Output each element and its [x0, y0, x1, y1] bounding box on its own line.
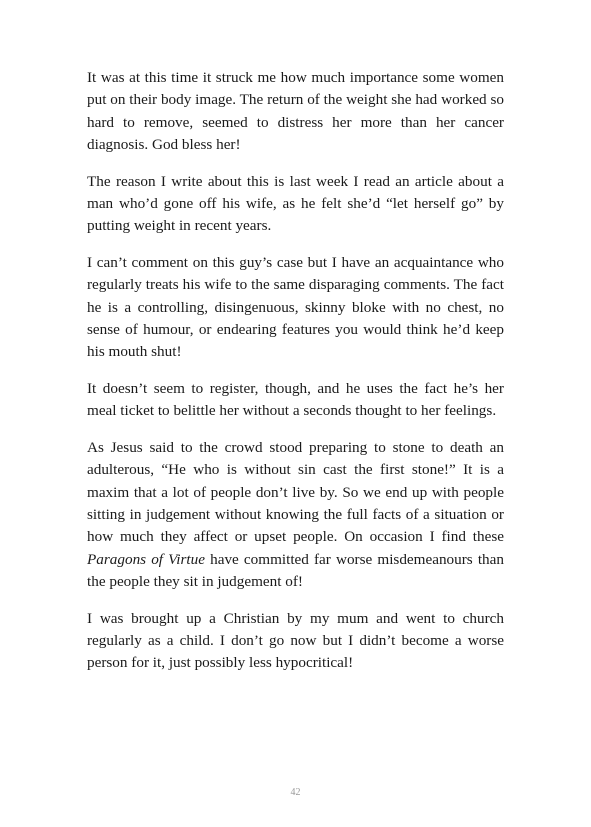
paragraph-meal-ticket: It doesn’t seem to register, though, and he uses the fact he’s her meal ticket to belittle her without a seconds thought to her feelings. [87, 379, 504, 420]
paragraph-acquaintance: I can’t comment on this guy’s case but I have an acquaintance who regularly treats his wife to the same disparaging comments. The fact he is a controlling, disingenuous, skinny bloke with no chest, no sense of humour, or endearing features you would think he’d keep his mouth shut! [87, 253, 504, 361]
paragraphs-of-virtue-emphasis: Paragons of Virtue [87, 550, 205, 568]
paragraph-body-image: It was at this time it struck me how much importance some women put on their body image. The return of the weight she had worked so hard to remove, seemed to distress her more than her cancer diagnosis. God bless her! [87, 69, 504, 154]
paragraph-christian: I was brought up a Christian by my mum and went to church regularly as a child. I don’t go now but I didn’t become a worse person for it, just possibly less hypocritical! [87, 609, 504, 672]
paragraph-first-stone-part-1: As Jesus said to the crowd stood preparing to stone to death an adulterous, “He who is without sin cast the first stone!” It is a maxim that a lot of people don’t live by. So we end up with people sitting in judgement without knowing the full facts of a situation or how much they affect or upset people. On occasion I find these [87, 438, 504, 546]
paragraph-article: The reason I write about this is last week I read an article about a man who’d gone off his wife, as he felt she’d “let herself go” by putting weight in recent years. [87, 172, 504, 235]
body-text [87, 67, 504, 689]
paragraph-first-stone-part-2: have committed far worse misdemeanours than the people they sit in judgement of! [87, 550, 504, 591]
page-number: 42 [290, 787, 301, 798]
paragraph-first-stone [87, 437, 504, 594]
